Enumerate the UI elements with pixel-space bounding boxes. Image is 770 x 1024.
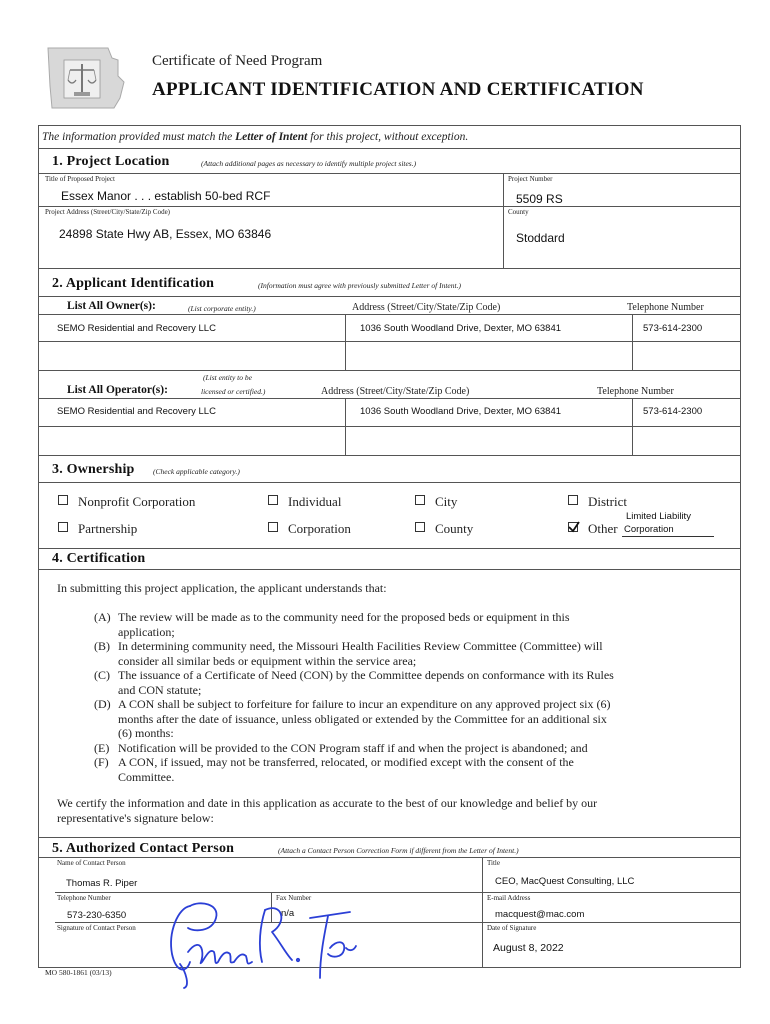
certification-list	[94, 610, 734, 784]
state-seal-logo	[46, 46, 130, 110]
page-title: APPLICANT IDENTIFICATION AND CERTIFICATION	[152, 79, 644, 100]
owners-phone-header: Telephone Number	[627, 302, 704, 313]
certification-lead: In submitting this project application, the applicant understands that:	[57, 581, 387, 595]
label-other: Other	[588, 521, 618, 536]
certification-closing: We certify the information and date in this application as accurate to the best of our knowledge and belief by our representative's signature below:	[57, 796, 598, 825]
section-5-note: (Attach a Contact Person Correction Form if different from the Letter of Intent.)	[278, 846, 519, 855]
checkbox-corporation[interactable]	[268, 522, 278, 532]
contact-email-value[interactable]: macquest@mac.com	[495, 909, 585, 920]
other-value-line-2[interactable]: Corporation	[624, 524, 674, 535]
program-name: Certificate of Need Program	[152, 53, 323, 69]
label-nonprofit: Nonprofit Corporation	[78, 494, 196, 509]
label-individual: Individual	[288, 494, 342, 509]
owner-1-address[interactable]: 1036 South Woodland Drive, Dexter, MO 63841	[360, 323, 562, 334]
operators-phone-header: Telephone Number	[597, 386, 674, 397]
project-address-value[interactable]: 24898 State Hwy AB, Essex, MO 63846	[59, 227, 272, 241]
operators-label: List All Operator(s):	[67, 384, 168, 396]
checkbox-city[interactable]	[415, 495, 425, 505]
section-1-note: (Attach additional pages as necessary to identify multiple project sites.)	[201, 159, 417, 168]
checkbox-other[interactable]	[568, 522, 578, 532]
signature-date-label: Date of Signature	[487, 924, 537, 932]
checkbox-partnership[interactable]	[58, 522, 68, 532]
cert-item-d: (D) A CON shall be subject to forfeiture for failure to incur an expenditure on any approved project six (6) months after the date of issuance, unless obligated or extended by the Committee for an additional six (6) months:	[94, 697, 611, 740]
signature-graphic	[160, 892, 360, 992]
checkbox-nonprofit[interactable]	[58, 495, 68, 505]
contact-name-value[interactable]: Thomas R. Piper	[66, 878, 138, 889]
contact-phone-label: Telephone Number	[57, 894, 111, 902]
label-city: City	[435, 494, 458, 509]
label-district: District	[588, 494, 627, 509]
contact-name-label: Name of Contact Person	[57, 859, 126, 867]
cert-item-f: (F) A CON, if issued, may not be transferred, relocated, or modified except with the consent of the Committee.	[94, 755, 574, 784]
contact-title-label: Title	[487, 859, 500, 867]
section-4-heading: 4. Certification	[52, 551, 146, 566]
section-5-heading: 5. Authorized Contact Person	[52, 841, 235, 856]
section-3-heading: 3. Ownership	[52, 462, 135, 477]
owners-note: (List corporate entity.)	[188, 304, 256, 313]
project-number-label: Project Number	[508, 175, 553, 183]
section-1-heading: 1. Project Location	[52, 154, 170, 169]
project-title-value[interactable]: Essex Manor . . . establish 50-bed RCF	[61, 189, 271, 203]
contact-title-value[interactable]: CEO, MacQuest Consulting, LLC	[495, 876, 635, 887]
cert-item-e: (E) Notification will be provided to the CON Program staff if and when the project is abandoned; and	[94, 740, 588, 755]
owners-address-header: Address (Street/City/State/Zip Code)	[352, 302, 501, 313]
checkbox-individual[interactable]	[268, 495, 278, 505]
owners-label: List All Owner(s):	[67, 300, 156, 312]
checkbox-county[interactable]	[415, 522, 425, 532]
cert-item-a: (A) The review will be made as to the community need for the proposed beds or equipment in this application;	[94, 610, 570, 639]
signature-label: Signature of Contact Person	[57, 924, 136, 932]
label-partnership: Partnership	[78, 521, 138, 536]
project-title-label: Title of Proposed Project	[45, 175, 115, 183]
signature-date-value[interactable]: August 8, 2022	[493, 942, 564, 954]
operators-address-header: Address (Street/City/State/Zip Code)	[321, 386, 470, 397]
label-county: County	[435, 521, 474, 536]
checkbox-district[interactable]	[568, 495, 578, 505]
county-label: County	[508, 208, 529, 216]
county-value[interactable]: Stoddard	[516, 231, 565, 245]
label-corporation: Corporation	[288, 521, 351, 536]
intro-text: The information provided must match the Letter of Intent for this project, without exception.	[42, 131, 469, 143]
contact-fax-value[interactable]: n/a	[281, 908, 295, 919]
operator-1-address[interactable]: 1036 South Woodland Drive, Dexter, MO 63841	[360, 406, 562, 417]
section-3-note: (Check applicable category.)	[153, 467, 240, 476]
cert-item-b: (B) In determining community need, the Missouri Health Facilities Review Committee (Committee) will consider all similar beds or equipment within the service area;	[94, 639, 603, 668]
contact-fax-label: Fax Number	[276, 894, 312, 902]
contact-email-label: E-mail Address	[487, 894, 531, 902]
checkmark-icon	[568, 521, 580, 533]
operators-note-2: licensed or certified.)	[201, 387, 266, 396]
other-value-line-1[interactable]: Limited Liability	[626, 511, 691, 522]
cert-item-c: (C) The issuance of a Certificate of Need (CON) by the Committee depends on conformance with its Rules and CON statute;	[94, 668, 614, 697]
owner-1-phone[interactable]: 573-614-2300	[643, 323, 703, 334]
owner-1-name[interactable]: SEMO Residential and Recovery LLC	[57, 323, 216, 334]
project-number-value[interactable]: 5509 RS	[516, 192, 563, 206]
section-2-heading: 2. Applicant Identification	[52, 276, 215, 291]
operators-note-1: (List entity to be	[203, 373, 252, 382]
section-2-note: (Information must agree with previously submitted Letter of Intent.)	[258, 281, 461, 290]
operator-1-name[interactable]: SEMO Residential and Recovery LLC	[57, 406, 216, 417]
operator-1-phone[interactable]: 573-614-2300	[643, 406, 703, 417]
project-address-label: Project Address (Street/City/State/Zip Code)	[45, 208, 171, 216]
form-number: MO 580-1861 (03/13)	[45, 968, 112, 977]
contact-phone-value[interactable]: 573-230-6350	[67, 910, 127, 921]
